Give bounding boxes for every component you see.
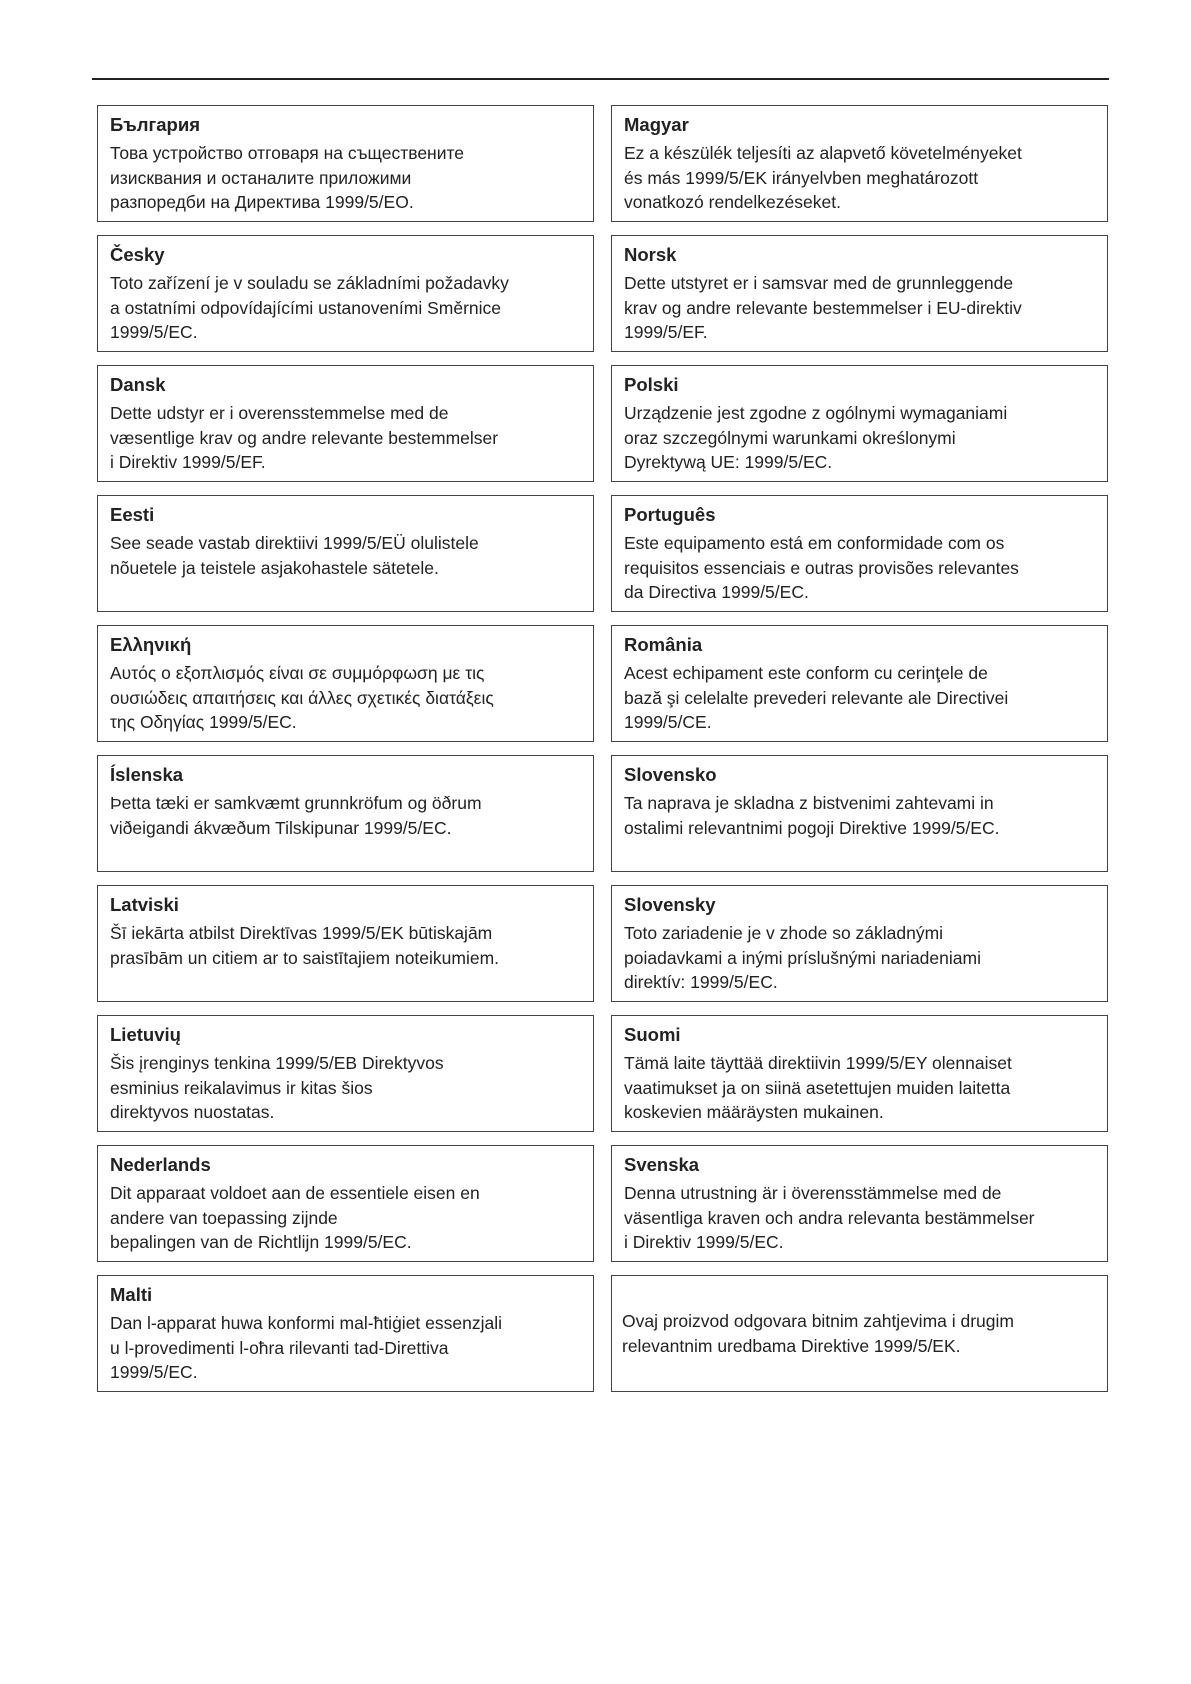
declaration-text: Toto zařízení je v souladu se základními požadavky a ostatními odpovídajícími ustanoveními Směrnice 1999/5/EC. [110,273,509,342]
language-section [611,1145,1108,1262]
declaration-text: Denna utrustning är i överensstämmelse med de väsentliga kraven och andra relevanta bestämmelser i Direktiv 1999/5/EC. [624,1183,1035,1252]
language-title: Slovensky [624,894,716,915]
declaration-text: Þetta tæki er samkvæmt grunnkröfum og öðrum viðeigandi ákvæðum Tilskipunar 1999/5/EC. [110,793,482,838]
language-title: România [624,634,703,655]
language-section [97,755,594,872]
language-title: Ελληνική [110,634,192,655]
language-section [97,365,594,482]
declaration-text: Ovaj proizvod odgovara bitnim zahtjevima i drugim relevantnim uredbama Direktive 1999/5/EK. [622,1311,1014,1356]
language-title: Latviski [110,894,179,915]
language-section [611,885,1108,1002]
language-section [611,755,1108,872]
language-title: Eesti [110,504,155,525]
declaration-text: Acest echipament este conform cu cerinţele de bază şi celelalte prevederi relevante ale Directivei 1999/5/CE. [624,663,1009,732]
language-title: Česky [110,244,165,265]
language-title: Dansk [110,374,166,395]
language-section [611,625,1108,742]
language-section [611,495,1108,612]
declaration-text: Dette udstyr er i overensstemmelse med de væsentlige krav og andre relevante bestemmelser i Direktiv 1999/5/EF. [110,403,499,472]
language-title: България [110,114,200,135]
declaration-text: Ez a készülék teljesíti az alapvető követelményeket és más 1999/5/EK irányelvben meghatározott vonatkozó rendelkezéseket. [624,143,1022,212]
language-section [97,1015,594,1132]
declaration-text: Αυτός ο εξοπλισμός είναι σε συμμόρφωση με τις ουσιώδεις απαιτήσεις και άλλες σχετικές διατάξεις της Οδηγίας 1999/5/EC. [110,663,494,732]
language-title: Nederlands [110,1154,211,1175]
language-title: Svenska [624,1154,700,1175]
language-section [611,1015,1108,1132]
language-section [611,105,1108,222]
declaration-grid [97,105,1108,1392]
language-title: Magyar [624,114,689,135]
language-section [97,885,594,1002]
language-section [611,235,1108,352]
language-section [611,1275,1108,1392]
language-title: Polski [624,374,679,395]
declaration-text: Dit apparaat voldoet aan de essentiele eisen en andere van toepassing zijnde bepalingen van de Richtlijn 1999/5/EC. [110,1183,480,1252]
language-title: Norsk [624,244,677,265]
declaration-text: Šī iekārta atbilst Direktīvas 1999/5/EK būtiskajām prasībām un citiem ar to saistītajiem noteikumiem. [110,923,500,968]
declaration-text: Това устройство отговаря на съществените изисквания и останалите приложими разпоредби на Директива 1999/5/ЕО. [110,143,465,212]
header-rule [92,78,1109,80]
declaration-text: Šis įrenginys tenkina 1999/5/EB Direktyvos esminius reikalavimus ir kitas šios direktyvos nuostatas. [110,1053,444,1122]
declaration-text: Dan l-apparat huwa konformi mal-ħtiġiet essenzjali u l-provedimenti l-oħra rilevanti tad-Direttiva 1999/5/EC. [110,1313,502,1382]
declaration-text: Este equipamento está em conformidade com os requisitos essenciais e outras provisões relevantes da Directiva 1999/5/EC. [624,533,1019,602]
declaration-text: See seade vastab direktiivi 1999/5/EÜ olulistele nõuetele ja teistele asjakohastele sätetele. [110,533,479,578]
language-section [97,235,594,352]
language-section [97,105,594,222]
declaration-text: Urządzenie jest zgodne z ogólnymi wymaganiami oraz szczególnymi warunkami określonymi Dyrektywą UE: 1999/5/EC. [624,403,1008,472]
language-title: Suomi [624,1024,681,1045]
language-title: Slovensko [624,764,717,785]
declaration-text: Toto zariadenie je v zhode so základnými poiadavkami a inými príslušnými nariadeniami direktív: 1999/5/EC. [624,923,981,992]
language-section [97,1145,594,1262]
language-section [97,495,594,612]
language-section [97,1275,594,1392]
language-section [611,365,1108,482]
language-title: Português [624,504,716,525]
language-title: Íslenska [110,764,184,785]
declaration-text: Ta naprava je skladna z bistvenimi zahtevami in ostalimi relevantnimi pogoji Direktive 1999/5/EC. [624,793,1000,838]
language-title: Lietuvių [110,1024,181,1045]
declaration-text: Tämä laite täyttää direktiivin 1999/5/EY olennaiset vaatimukset ja on siinä asetettujen muiden laitetta koskevien määräysten mukainen. [624,1053,1012,1122]
declaration-text: Dette utstyret er i samsvar med de grunnleggende krav og andre relevante bestemmelser i EU-direktiv 1999/5/EF. [624,273,1022,342]
language-title: Malti [110,1284,153,1305]
language-section [97,625,594,742]
